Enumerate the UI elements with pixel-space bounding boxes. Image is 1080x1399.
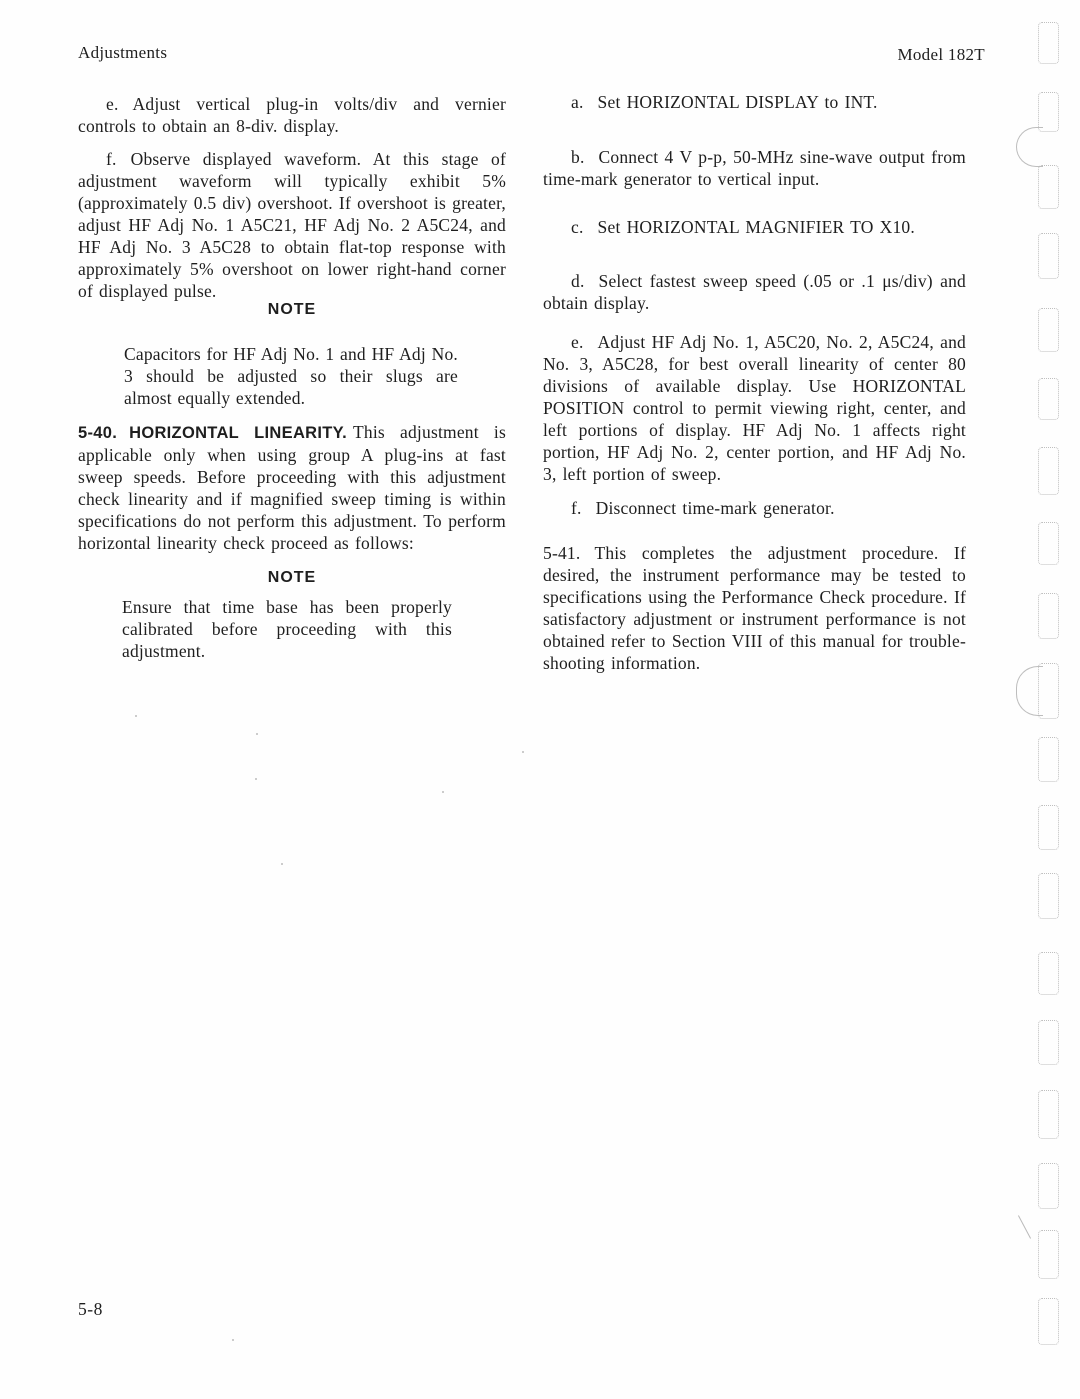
step-text: Observe displayed waveform. At this stage of adjustment waveform will typically exhibit 5% (approximately 0.5 div) overshoot. If overshoot is greater, adjust HF Adj No. 1 A5C21, HF Adj No. 2 A5C24, and HF Adj No. 3 A5C28 to obtain flat-top response with approximately 5% overshoot on lower right-hand corner of displayed pulse. (78, 149, 506, 301)
scan-speck (255, 778, 257, 780)
scan-speck (442, 791, 444, 793)
binder-hole-mark (1038, 663, 1059, 719)
binder-hole-mark (1038, 873, 1059, 919)
step-f-left (78, 148, 506, 302)
binder-hole-mark (1038, 1298, 1059, 1345)
section-5-41 (543, 542, 966, 674)
scan-speck (232, 1339, 234, 1341)
step-label: a. (571, 92, 584, 112)
header-section-title: Adjustments (78, 43, 168, 62)
section-number: 5-40. (78, 424, 118, 442)
step-e-right (543, 331, 966, 485)
binding-scratch-mark (1018, 1215, 1031, 1238)
left-column (78, 0, 506, 1399)
step-e-left (78, 93, 506, 137)
binder-hole-mark (1038, 233, 1059, 279)
binder-hole-mark (1038, 805, 1059, 850)
step-d-right (543, 270, 966, 314)
step-label: e. (571, 332, 584, 352)
binder-hole-mark (1038, 447, 1059, 495)
binder-hole-mark (1038, 1090, 1059, 1139)
step-text: Select fastest sweep speed (.05 or .1 μs/div) and obtain display. (543, 271, 966, 313)
scan-speck (135, 715, 137, 717)
step-text: Disconnect time-mark generator. (595, 498, 835, 518)
section-text: This adjustment is applicable only when using group A plug-ins at fast sweep speeds. Before proceeding with this adjustment check linearity and if magnified sweep timing is within specifications do not perform this adjustment. To perform horizontal linearity check proceed as follows: (78, 422, 506, 553)
binder-hole-mark (1038, 1163, 1059, 1209)
binder-hole-mark (1038, 1230, 1059, 1279)
binder-hole-mark (1038, 165, 1059, 209)
binder-hole-mark (1038, 1020, 1059, 1065)
binder-hole-mark (1038, 22, 1059, 64)
binder-hole-mark (1038, 378, 1059, 420)
scan-speck (522, 751, 524, 753)
step-label: e. (106, 94, 119, 114)
step-text: Adjust vertical plug-in volts/div and vernier controls to obtain an 8-div. display. (78, 94, 506, 136)
section-number: 5-41. (543, 543, 581, 563)
step-b-right (543, 146, 966, 190)
note-body: Ensure that time base has been properly calibrated before proceeding with this adjustment. (122, 597, 452, 661)
step-text: Adjust HF Adj No. 1, A5C20, No. 2, A5C24, and No. 3, A5C28, for best overall linearity of center 80 divisions of available display. Use HORIZONTAL POSITION control to permit viewing right, center, and left portions of display. HF Adj No. 1 affects right portion, HF Adj No. 2, center portion, and HF Adj No. 3, left portion of sweep. (543, 332, 966, 484)
note-heading: NOTE (267, 301, 317, 318)
note-body: Capacitors for HF Adj No. 1 and HF Adj No. 3 should be adjusted so their slugs are almost equally extended. (124, 344, 458, 408)
binder-hole-mark (1038, 593, 1059, 639)
step-c-right (543, 216, 966, 238)
step-label: b. (571, 147, 585, 167)
binder-hole-mark (1038, 737, 1059, 782)
step-label: f. (571, 498, 582, 518)
binder-hole-mark (1038, 952, 1059, 995)
step-text: Connect 4 V p-p, 50-MHz sine-wave output from time-mark generator to vertical input. (543, 147, 966, 189)
binding-arc-mark (1016, 127, 1043, 167)
right-column (543, 0, 966, 1399)
binder-hole-mark (1038, 522, 1059, 565)
binder-hole-mark (1038, 92, 1059, 132)
section-5-40 (78, 421, 506, 554)
step-a-right (543, 91, 966, 113)
scan-speck (281, 863, 283, 865)
scan-speck (256, 733, 258, 735)
step-label: d. (571, 271, 585, 291)
header-model-number: Model 182T (897, 45, 985, 64)
step-f-right (543, 497, 966, 519)
step-label: f. (106, 149, 117, 169)
step-text: Set HORIZONTAL MAGNIFIER TO X10. (597, 217, 915, 237)
section-text: This completes the adjustment procedure. If desired, the instrument performance may be tested to specifications using the Performance Check procedure. If satisfactory adjustment or instrument performance is not obtained refer to Section VIII of this manual for trouble-shooting information. (543, 543, 966, 673)
note-heading: NOTE (267, 569, 317, 586)
step-text: Set HORIZONTAL DISPLAY to INT. (597, 92, 878, 112)
section-title: HORIZONTAL LINEARITY. (129, 424, 347, 442)
page-number: 5-8 (78, 1299, 103, 1319)
binder-hole-mark (1038, 308, 1059, 352)
step-label: c. (571, 217, 584, 237)
